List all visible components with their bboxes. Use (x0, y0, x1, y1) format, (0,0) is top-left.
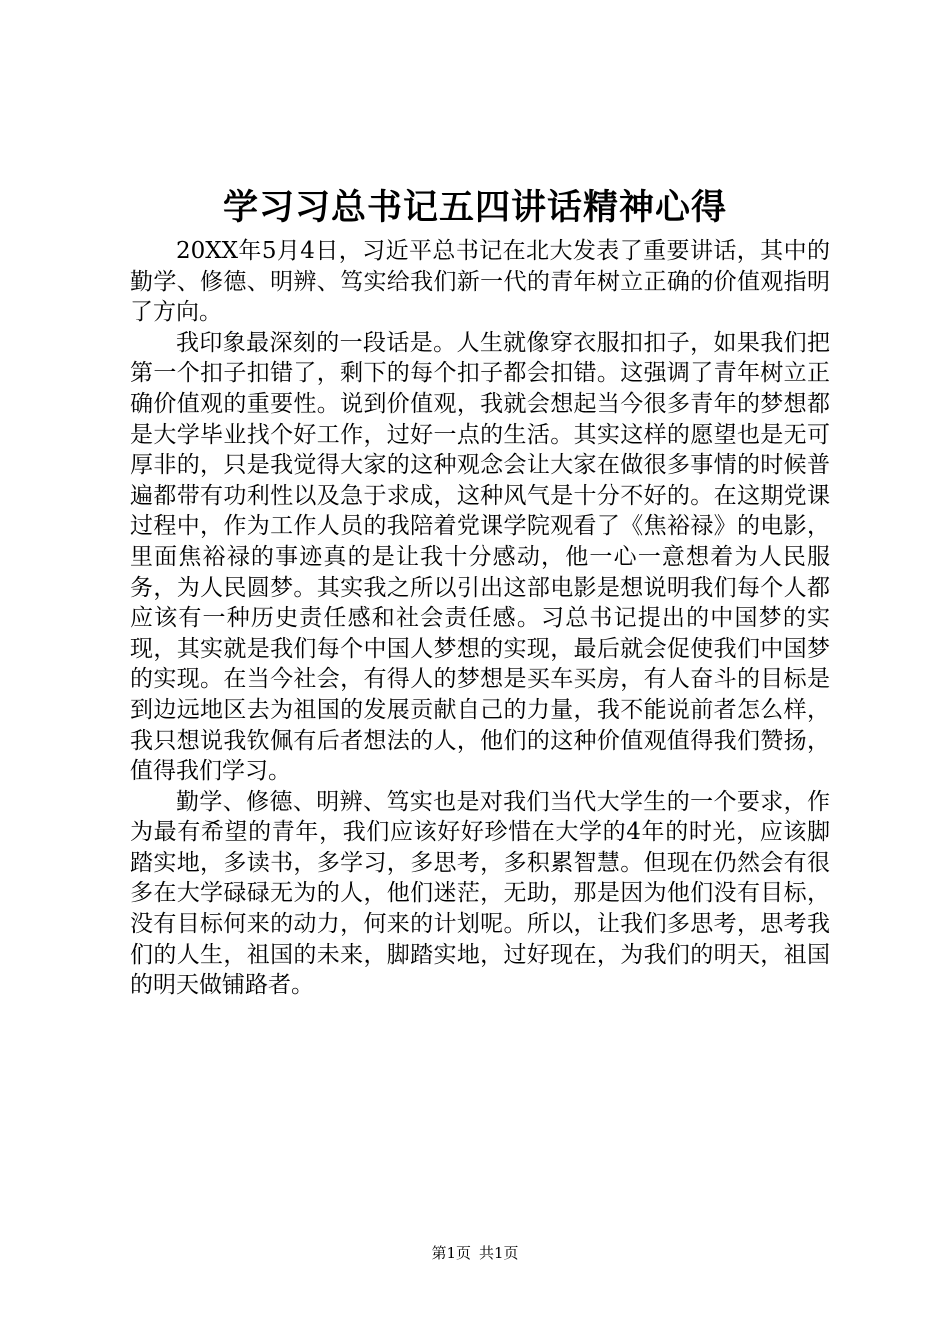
paragraph-1: 20XX年5月4日，习近平总书记在北大发表了重要讲话，其中的勤学、修德、明辨、笃实给我们新一代的青年树立正确的价值观指明了方向。 (130, 238, 830, 326)
document-body (130, 236, 830, 1001)
page-number: 第1页 (431, 1244, 471, 1262)
paragraph-3: 勤学、修德、明辨、笃实也是对我们当代大学生的一个要求，作为最有希望的青年，我们应该好好珍惜在大学的4年的时光，应该脚踏实地，多读书，多学习，多思考，多积累智慧。但现在仍然会有很多在大学碌碌无为的人，他们迷茫，无助，那是因为他们没有目标，没有目标何来的动力，何来的计划呢。所以，让我们多思考，思考我们的人生，祖国的未来，脚踏实地，过好现在，为我们的明天，祖国的明天做铺路者。 (130, 788, 830, 999)
page-footer (0, 1243, 950, 1263)
document-title: 学习习总书记五四讲话精神心得 (222, 187, 727, 228)
page-total: 共1页 (479, 1244, 519, 1262)
paragraph-2: 我印象最深刻的一段话是。人生就像穿衣服扣扣子，如果我们把第一个扣子扣错了，剩下的每个扣子都会扣错。这强调了青年树立正确价值观的重要性。说到价值观，我就会想起当今很多青年的梦想都是大学毕业找个好工作，过好一点的生活。其实这样的愿望也是无可厚非的，只是我觉得大家的这种观念会让大家在做很多事情的时候普遍都带有功利性以及急于求成，这种风气是十分不好的。在这期党课过程中，作为工作人员的我陪着党课学院观看了《焦裕禄》的电影，里面焦裕禄的事迹真的是让我十分感动，他一心一意想着为人民服务，为人民圆梦。其实我之所以引出这部电影是想说明我们每个人都应该有一种历史责任感和社会责任感。习总书记提出的中国梦的实现，其实就是我们每个中国人梦想的实现，最后就会促使我们中国梦的实现。在当今社会，有得人的梦想是买车买房，有人奋斗的目标是到边远地区去为祖国的发展贡献自己的力量，我不能说前者怎么样，我只想说我钦佩有后者想法的人，他们的这种价值观值得我们赞扬，值得我们学习。 (130, 329, 830, 785)
